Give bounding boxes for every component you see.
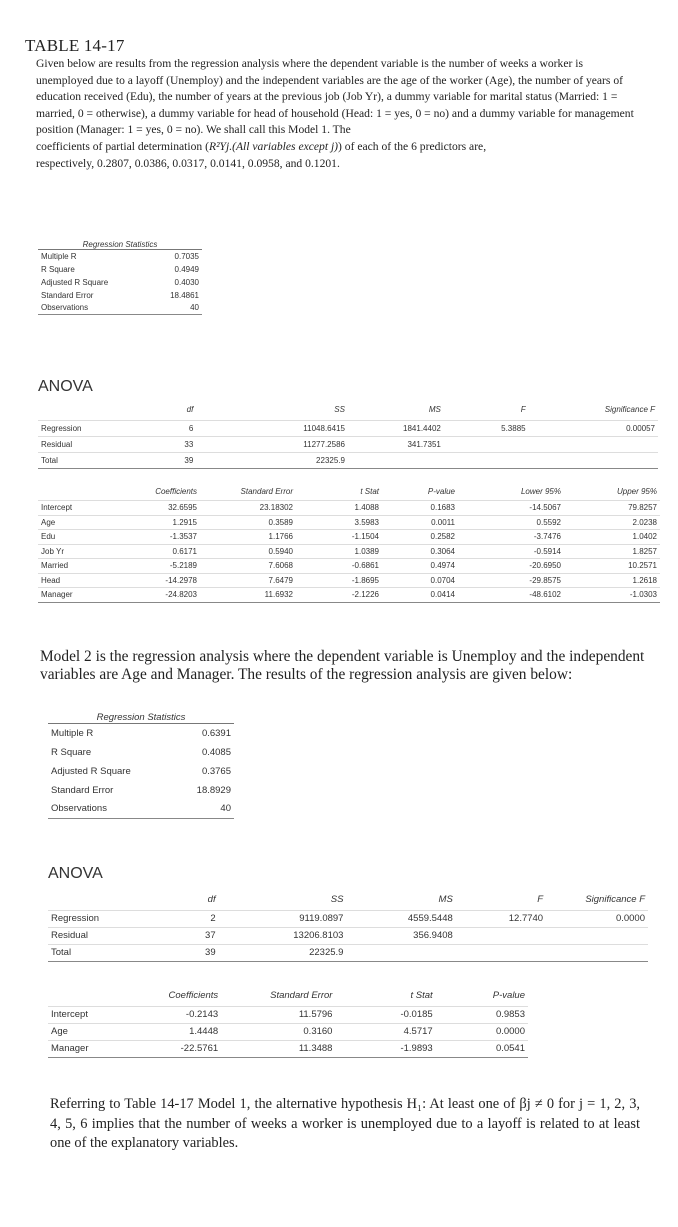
row-label: Manager bbox=[48, 1040, 125, 1057]
table-cell: -29.8575 bbox=[458, 573, 564, 588]
reg-stat-label: Standard Error bbox=[51, 784, 114, 796]
table-cell: 1.0402 bbox=[564, 530, 660, 545]
table-cell: 11.6932 bbox=[200, 588, 296, 603]
table-cell: -1.3537 bbox=[114, 530, 200, 545]
table-cell: 7.6068 bbox=[200, 559, 296, 574]
column-header: df bbox=[131, 889, 219, 910]
table-header-row bbox=[48, 985, 528, 1006]
table-row bbox=[48, 910, 648, 927]
row-label: Married bbox=[38, 559, 114, 574]
table-cell: 0.0000 bbox=[546, 910, 648, 927]
table-cell: -2.1226 bbox=[296, 588, 382, 603]
table-cell: 1.8257 bbox=[564, 544, 660, 559]
table-cell: 37 bbox=[131, 927, 219, 944]
table-cell: 0.3589 bbox=[200, 515, 296, 530]
table-row bbox=[38, 515, 660, 530]
table-cell: 0.2582 bbox=[382, 530, 458, 545]
column-header bbox=[38, 482, 114, 501]
model2-reg-stats-title: Regression Statistics bbox=[48, 712, 234, 724]
table-cell: 1.1766 bbox=[200, 530, 296, 545]
table-cell: 13206.8103 bbox=[219, 927, 347, 944]
table-cell: 0.0541 bbox=[436, 1040, 528, 1057]
column-header: P-value bbox=[436, 985, 528, 1006]
reg-stat-row bbox=[38, 263, 202, 276]
table-cell: 2.0238 bbox=[564, 515, 660, 530]
table-row bbox=[48, 944, 648, 961]
table-row bbox=[38, 573, 660, 588]
reg-stat-value: 0.4949 bbox=[174, 264, 199, 274]
column-header bbox=[48, 889, 131, 910]
table-cell: 0.9853 bbox=[436, 1006, 528, 1023]
intro-paragraph bbox=[36, 56, 636, 172]
table-header-row bbox=[38, 482, 660, 501]
table-cell bbox=[456, 944, 546, 961]
row-label: Edu bbox=[38, 530, 114, 545]
table-row bbox=[38, 588, 660, 603]
intro-partial-line bbox=[36, 139, 636, 156]
table-cell bbox=[546, 927, 648, 944]
model2-anova-title: ANOVA bbox=[48, 865, 103, 882]
table-cell: 22325.9 bbox=[219, 944, 347, 961]
reg-stat-value: 18.4861 bbox=[170, 290, 199, 300]
column-header: MS bbox=[348, 400, 444, 420]
table-cell: 3.5983 bbox=[296, 515, 382, 530]
reg-stat-row bbox=[48, 800, 234, 819]
column-header: Significance F bbox=[529, 400, 658, 420]
table-row bbox=[38, 501, 660, 516]
intro-partial-b: ) of each of the 6 predictors are, bbox=[338, 139, 487, 153]
table-row bbox=[38, 530, 660, 545]
table-cell: 11277.2586 bbox=[196, 436, 348, 452]
row-label: Residual bbox=[48, 927, 131, 944]
reg-stat-label: Adjusted R Square bbox=[51, 765, 131, 777]
model1-anova bbox=[38, 378, 658, 469]
table-cell: 0.3064 bbox=[382, 544, 458, 559]
table-row bbox=[48, 1040, 528, 1057]
column-header: t Stat bbox=[296, 482, 382, 501]
column-header: Lower 95% bbox=[458, 482, 564, 501]
table-cell: 12.7740 bbox=[456, 910, 546, 927]
table-cell: 341.7351 bbox=[348, 436, 444, 452]
reg-stat-row bbox=[38, 302, 202, 315]
table-cell: 0.4974 bbox=[382, 559, 458, 574]
table-row bbox=[38, 420, 658, 436]
table-cell: 1.4448 bbox=[125, 1023, 221, 1040]
reg-stat-row bbox=[38, 276, 202, 289]
column-header: P-value bbox=[382, 482, 458, 501]
row-label: Total bbox=[38, 452, 123, 468]
table-cell: -1.8695 bbox=[296, 573, 382, 588]
table-cell: 1.4088 bbox=[296, 501, 382, 516]
table-header-row bbox=[38, 400, 658, 420]
table-cell: 1841.4402 bbox=[348, 420, 444, 436]
table-cell: -14.2978 bbox=[114, 573, 200, 588]
table-cell: 11.5796 bbox=[221, 1006, 335, 1023]
reg-stat-label: Standard Error bbox=[41, 290, 94, 300]
table-cell: 1.0389 bbox=[296, 544, 382, 559]
table-row bbox=[38, 436, 658, 452]
table-cell: 0.5940 bbox=[200, 544, 296, 559]
reg-stat-value: 0.7035 bbox=[174, 251, 199, 261]
table-cell: 33 bbox=[123, 436, 197, 452]
table-cell: -48.6102 bbox=[458, 588, 564, 603]
question-paragraph: Referring to Table 14-17 Model 1, the alternative hypothesis H₁: At least one of βj ≠ 0 for j = 1, 2, 3, 4, 5, 6 implies that the number of weeks a worker is unemployed due to a layoff is related to at least one of the explanatory variables. bbox=[50, 1096, 640, 1151]
reg-stat-value: 0.4030 bbox=[174, 277, 199, 287]
model2-intro: Model 2 is the regression analysis where the dependent variable is Unemploy and the independent variables are Age and Manager. The results of the regression analysis are given below: bbox=[40, 648, 645, 683]
reg-stat-label: Observations bbox=[38, 302, 144, 315]
reg-stat-row bbox=[48, 743, 234, 762]
table-cell bbox=[456, 927, 546, 944]
table-cell: 22325.9 bbox=[196, 452, 348, 468]
table-cell: -24.8203 bbox=[114, 588, 200, 603]
row-label: Regression bbox=[48, 910, 131, 927]
intro-text: Given below are results from the regression analysis where the dependent variable is the number of weeks a worker is unemployed due to a layoff (Unemploy) and the independent variables are the age of the worker (Age), the number of years of education received (Edu), the number of years at the previous job (Job Yr), a dummy variable for marital status (Married: 1 = married, 0 = otherwise), a dummy variable for head of household (Head: 1 = yes, 0 = no) and a dummy variable for management position (Manager: 1 = yes, 0 = no). We shall call this Model 1. The bbox=[36, 57, 634, 137]
model2-reg-stats bbox=[48, 712, 234, 819]
column-header: F bbox=[456, 889, 546, 910]
table-cell: 4.5717 bbox=[335, 1023, 435, 1040]
row-label: Head bbox=[38, 573, 114, 588]
table-cell: -14.5067 bbox=[458, 501, 564, 516]
column-header: F bbox=[444, 400, 529, 420]
column-header: MS bbox=[346, 889, 455, 910]
table-cell: -3.7476 bbox=[458, 530, 564, 545]
column-header bbox=[48, 985, 125, 1006]
table-cell: -0.0185 bbox=[335, 1006, 435, 1023]
table-cell: -1.9893 bbox=[335, 1040, 435, 1057]
row-label: Age bbox=[38, 515, 114, 530]
column-header: t Stat bbox=[335, 985, 435, 1006]
table-cell: 23.18302 bbox=[200, 501, 296, 516]
row-label: Age bbox=[48, 1023, 125, 1040]
table-cell: -1.0303 bbox=[564, 588, 660, 603]
table-row bbox=[48, 927, 648, 944]
column-header: Standard Error bbox=[221, 985, 335, 1006]
table-cell: 0.6171 bbox=[114, 544, 200, 559]
table-row bbox=[38, 559, 660, 574]
table-cell: 0.0704 bbox=[382, 573, 458, 588]
model2-coefficients bbox=[48, 985, 528, 1058]
table-cell bbox=[444, 452, 529, 468]
table-cell: 0.3160 bbox=[221, 1023, 335, 1040]
reg-stat-value: 0.4085 bbox=[201, 746, 231, 758]
table-cell bbox=[529, 452, 658, 468]
column-header: Coefficients bbox=[125, 985, 221, 1006]
reg-stat-label: Multiple R bbox=[51, 727, 94, 739]
reg-stat-value: 40 bbox=[144, 302, 202, 315]
table-cell: 0.0414 bbox=[382, 588, 458, 603]
model1-reg-stats-title: Regression Statistics bbox=[38, 240, 202, 250]
model1-anova-title: ANOVA bbox=[38, 378, 93, 395]
table-cell bbox=[529, 436, 658, 452]
table-cell: 11.3488 bbox=[221, 1040, 335, 1057]
intro-partial-a: coefficients of partial determination ( bbox=[36, 139, 209, 153]
reg-stat-value: 40 bbox=[154, 800, 234, 819]
table-row bbox=[48, 1023, 528, 1040]
table-cell: 79.8257 bbox=[564, 501, 660, 516]
table-cell: 4559.5448 bbox=[346, 910, 455, 927]
column-header: SS bbox=[219, 889, 347, 910]
table-cell: 10.2571 bbox=[564, 559, 660, 574]
table-cell: 6 bbox=[123, 420, 197, 436]
reg-stat-label: R Square bbox=[41, 264, 75, 274]
model1-reg-stats bbox=[38, 240, 202, 315]
row-label: Total bbox=[48, 944, 131, 961]
table-cell: 9119.0897 bbox=[219, 910, 347, 927]
reg-stat-label: Observations bbox=[48, 800, 154, 819]
table-cell: -5.2189 bbox=[114, 559, 200, 574]
table-row bbox=[38, 544, 660, 559]
reg-stat-label: Adjusted R Square bbox=[41, 277, 109, 287]
table-cell bbox=[444, 436, 529, 452]
column-header: Upper 95% bbox=[564, 482, 660, 501]
table-cell: 1.2618 bbox=[564, 573, 660, 588]
table-cell: 7.6479 bbox=[200, 573, 296, 588]
reg-stat-value: 0.6391 bbox=[201, 727, 231, 739]
table-cell: 0.0000 bbox=[436, 1023, 528, 1040]
table-cell: -0.2143 bbox=[125, 1006, 221, 1023]
table-cell: 5.3885 bbox=[444, 420, 529, 436]
table-title: TABLE 14-17 bbox=[25, 36, 125, 55]
table-cell: 2 bbox=[131, 910, 219, 927]
column-header: Standard Error bbox=[200, 482, 296, 501]
intro-last: respectively, 0.2807, 0.0386, 0.0317, 0.0141, 0.0958, and 0.1201. bbox=[36, 156, 340, 170]
reg-stat-label: R Square bbox=[51, 746, 92, 758]
table-header-row bbox=[48, 889, 648, 910]
row-label: Manager bbox=[38, 588, 114, 603]
table-cell: 0.00057 bbox=[529, 420, 658, 436]
column-header: Significance F bbox=[546, 889, 648, 910]
column-header bbox=[38, 400, 123, 420]
reg-stat-row bbox=[48, 762, 234, 781]
table-row bbox=[48, 1006, 528, 1023]
reg-stat-value: 18.8929 bbox=[196, 784, 231, 796]
table-cell: 356.9408 bbox=[346, 927, 455, 944]
table-cell bbox=[348, 452, 444, 468]
table-cell bbox=[546, 944, 648, 961]
column-header: df bbox=[123, 400, 197, 420]
table-cell: 39 bbox=[123, 452, 197, 468]
table-cell: 32.6595 bbox=[114, 501, 200, 516]
table-cell: 1.2915 bbox=[114, 515, 200, 530]
column-header: SS bbox=[196, 400, 348, 420]
model2-anova bbox=[48, 865, 648, 962]
table-cell: -20.6950 bbox=[458, 559, 564, 574]
table-cell: -22.5761 bbox=[125, 1040, 221, 1057]
table-cell: -1.1504 bbox=[296, 530, 382, 545]
row-label: Regression bbox=[38, 420, 123, 436]
table-cell: 0.0011 bbox=[382, 515, 458, 530]
table-cell: -0.6861 bbox=[296, 559, 382, 574]
row-label: Intercept bbox=[48, 1006, 125, 1023]
row-label: Intercept bbox=[38, 501, 114, 516]
reg-stat-row bbox=[38, 289, 202, 302]
reg-stat-value: 0.3765 bbox=[201, 765, 231, 777]
table-cell: 0.1683 bbox=[382, 501, 458, 516]
table-cell: 39 bbox=[131, 944, 219, 961]
r2-symbol: R²Yj.(All variables except j) bbox=[208, 139, 339, 153]
model1-coefficients bbox=[38, 482, 660, 603]
reg-stat-row bbox=[48, 724, 234, 743]
reg-stat-row bbox=[48, 781, 234, 800]
reg-stat-row bbox=[38, 250, 202, 263]
row-label: Job Yr bbox=[38, 544, 114, 559]
table-row bbox=[38, 452, 658, 468]
table-cell bbox=[346, 944, 455, 961]
table-cell: 0.5592 bbox=[458, 515, 564, 530]
table-cell: 11048.6415 bbox=[196, 420, 348, 436]
table-cell: -0.5914 bbox=[458, 544, 564, 559]
column-header: Coefficients bbox=[114, 482, 200, 501]
row-label: Residual bbox=[38, 436, 123, 452]
reg-stat-label: Multiple R bbox=[41, 251, 77, 261]
